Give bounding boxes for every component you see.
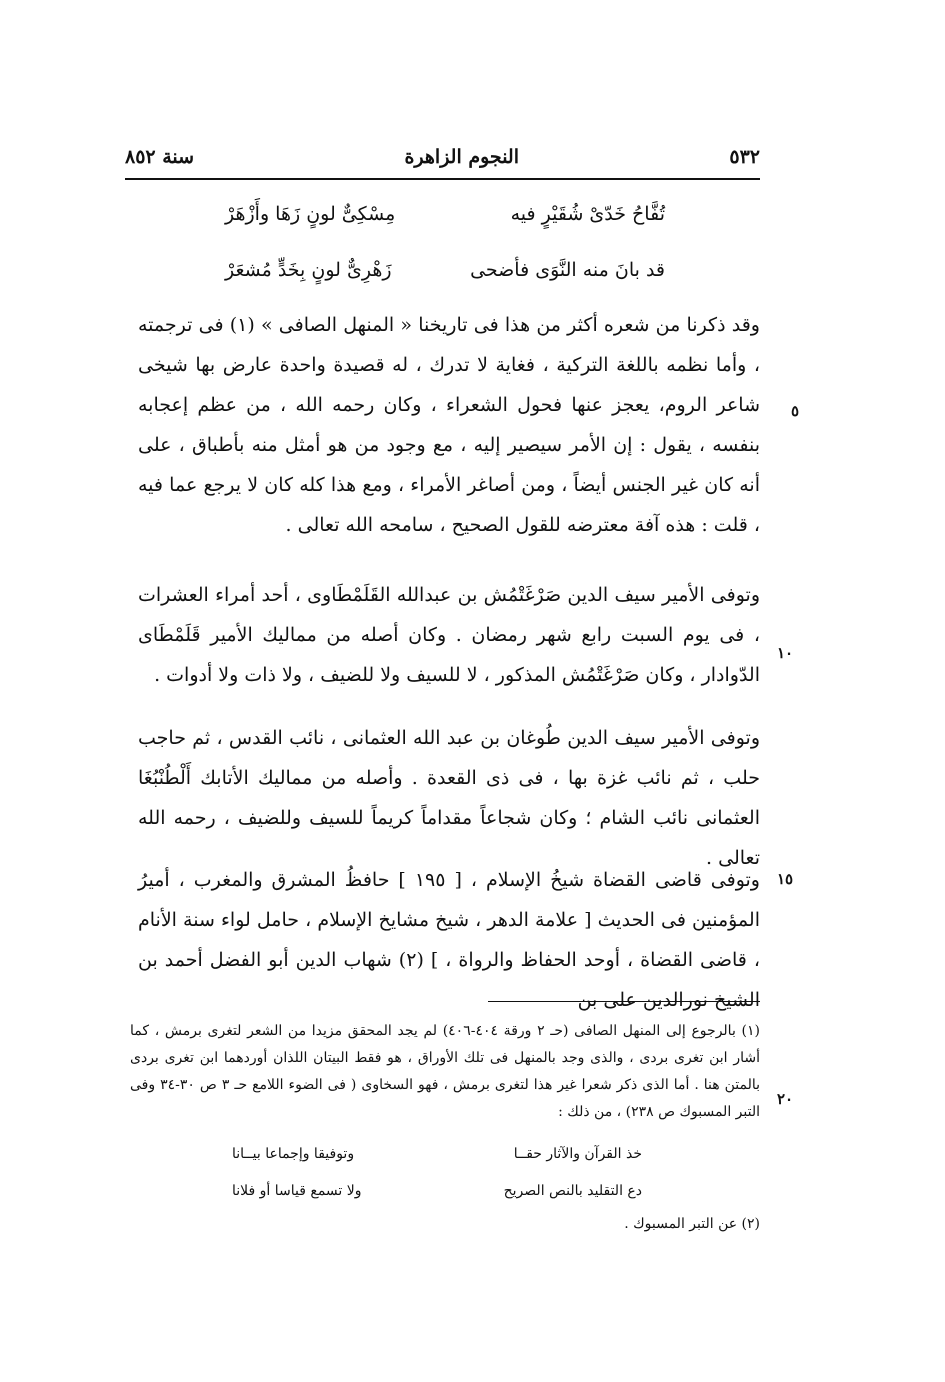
footnote-verse-2 bbox=[232, 1177, 642, 1205]
footnote-rule bbox=[488, 1001, 760, 1002]
page-number: ٥٣٢ bbox=[729, 146, 760, 168]
line-number-20: ٢٠ bbox=[776, 1090, 794, 1108]
header-rule bbox=[125, 178, 760, 180]
footnote-2: (٢) عن التبر المسبوك . bbox=[624, 1216, 760, 1232]
poem-verse-1 bbox=[225, 196, 665, 232]
verse-2-second-hemistich: زَهْرِىٌّ لونٍ بِخَدٍّ مُشعَرْ bbox=[225, 259, 392, 281]
page-header bbox=[125, 140, 760, 174]
verse-1-second-hemistich: مِسْكِىٌّ لونٍ زَهَا وأَزْهَرْ bbox=[225, 203, 396, 225]
paragraph-sarghatmish: وتوفى الأمير سيف الدين صَرْغَتْمُش بن عبدالله القَلَمْطَاوى ، أحد أمراء العشرات ، فى يوم السبت رابع شهر رمضان . وكان أصله من مماليك الأمير قَلَمْطَاى الدّوادار ، وكان صَرْغَتْمُش المذكور ، لا للسيف ولا للضيف ، ولا ذات ولا أدوات . bbox=[138, 584, 760, 686]
footnote-verse-2-second: ولا تسمع قياسا أو فلانا bbox=[232, 1183, 362, 1199]
footnote-verse-1 bbox=[232, 1140, 642, 1168]
footnote-verse-1-second: وتوفيقا وإجماعا بيــانا bbox=[232, 1146, 355, 1162]
footnote-verse-2-first: دع التقليد بالنص الصريح bbox=[503, 1183, 642, 1199]
footnote-verse-1-first: خذ القرآن والآثار حقــا bbox=[513, 1146, 642, 1162]
poem-verse-2 bbox=[225, 252, 665, 288]
footnote-1: (١) بالرجوع إلى المنهل الصافى (حـ ٢ ورقة ٤٠٤-٤٠٦) لم يجد المحقق مزيدا من الشعر لتغرى برمش ، كما أشار ابن تغرى بردى ، والذى وجد بالمنهل فى تلك الأوراق ، هو فقط البيتان اللذان أوردهما ابن تغرى بردى بالمتن هنا . أما الذى ذكر شعرا غير هذا لتغرى برمش ، فهو السخاوى ( فى الضوء اللامع حـ ٣ ص ٣٠-٣٤ وفى التبر المسبوك ص ٢٣٨) ، من ذلك : bbox=[130, 1023, 761, 1120]
line-number-10: ١٠ bbox=[776, 644, 794, 662]
paragraph-ibn-hajar: وتوفى قاضى القضاة شيخُ الإسلام ، [ ١٩٥ ] حافظُ المشرق والمغرب ، أميرُ المؤمنين فى الحديث [ علامة الدهر ، شيخ مشايخ الإسلام ، حامل لواء سنة الأنام ، قاضى القضاة ، أوحد الحفاظ والرواة ، ] (٢) شهاب الدين أبو الفضل أحمد بن الشيخ نورالدين على بن bbox=[138, 869, 760, 1011]
paragraph-tughan: وتوفى الأمير سيف الدين طُوغان بن عبد الله العثمانى ، نائب القدس ، ثم حاجب حلب ، ثم نائب غزة بها ، فى ذى القعدة . وأصله من مماليك الأتابك أَلْطُنْبُغَا العثمانى نائب الشام ؛ وكان شجاعاً مقداماً كريماً للسيف وللضيف ، رحمه الله تعالى . bbox=[138, 727, 760, 869]
line-number-15: ١٥ bbox=[776, 870, 794, 888]
verse-2-first-hemistich: قد بانَ منه النَّوَى فأضحى bbox=[470, 259, 665, 281]
paragraph-poetry-note: وقد ذكرنا من شعره أكثر من هذا فى تاريخنا « المنهل الصافى » (١) فى ترجمته ، وأما نظمه باللغة التركية ، فغاية لا تدرك ، له قصيدة واحدة عارض بها شيخى شاعر الروم، يعجز عنها فحول الشعراء ، وكان رحمه الله ، من عظم إعجابه بنفسه ، يقول : إن الأمر سيصير إليه ، مع وجود من هو أمثل منه بأطباق ، على أنه كان غير الجنس أيضاً ، ومن أصاغر الأمراء ، ومع هذا كله كان لا يرجع عما فيه ، قلت : هذه آفة معترضه للقول الصحيح ، سامحه الله تعالى . bbox=[138, 314, 760, 536]
verse-1-first-hemistich: تُفَّاحُ خَدّىْ شُقَيْرٍ فيه bbox=[510, 203, 665, 225]
year-label: سنة ٨٥٢ bbox=[125, 146, 195, 168]
book-title: النجوم الزاهرة bbox=[404, 146, 520, 168]
line-number-5: ٥ bbox=[790, 402, 800, 420]
